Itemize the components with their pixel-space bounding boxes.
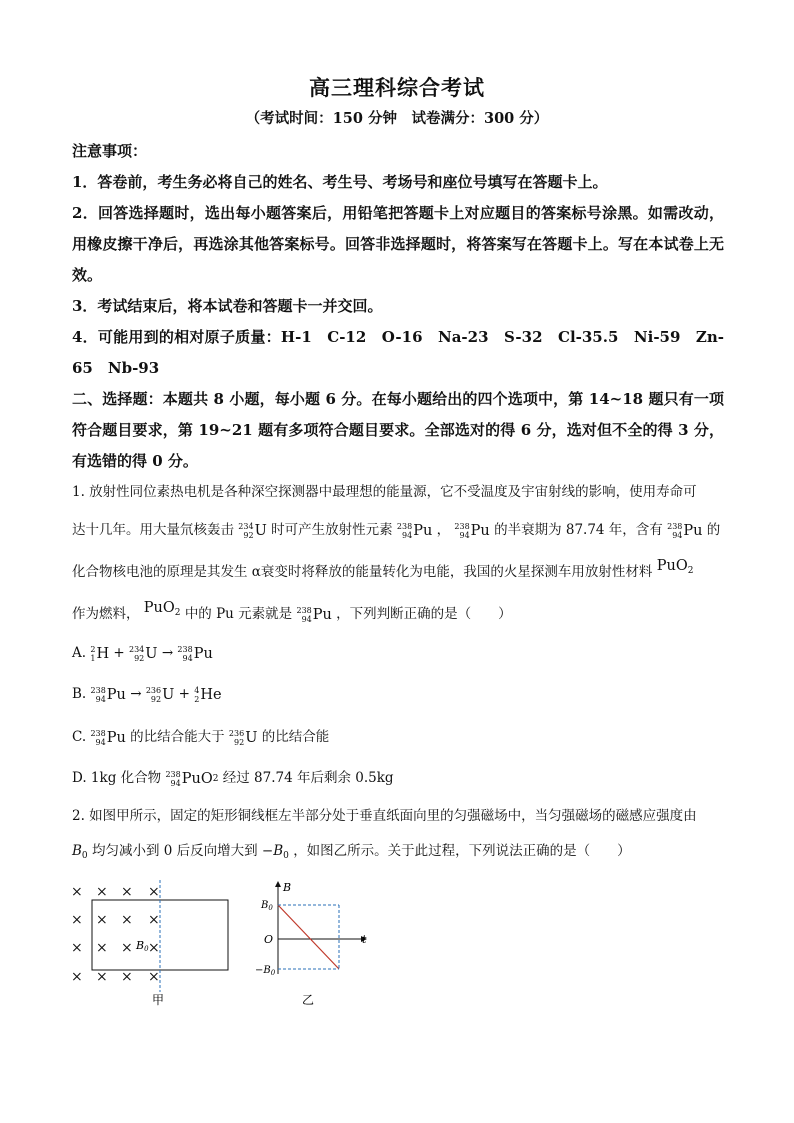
q1-text: 达十几年。用大量氘核轰击	[72, 522, 234, 538]
q1-text: 的半衰期为 87.74 年，含有	[494, 522, 663, 538]
note-item-4: 4．可能用到的相对原子质量：H-1 C-12 O-16 Na-23 S-32 Cl-35.5 Ni-59 Zn-65 Nb-93	[72, 328, 724, 377]
cross-mark: ×	[121, 940, 133, 956]
q1-text: ，下列判断正确的是（ ）	[336, 606, 512, 622]
nuclide-pu238: 238 94 Pu	[396, 521, 433, 540]
nuclide-u236: 236 92 U	[145, 685, 175, 704]
cross-mark: ×	[148, 940, 160, 956]
cross-mark: ×	[121, 969, 133, 985]
q1-text: ，	[436, 522, 451, 538]
cross-mark: ×	[148, 884, 160, 900]
origin-label: O	[264, 933, 274, 946]
nuclide-pu238: 238 94 Pu	[90, 728, 126, 747]
notes-heading: 注意事项：	[72, 142, 148, 160]
nuclide-he4: 4 2 He	[194, 685, 222, 704]
q2-line-2: $B_0$ 均匀减小到 0 后反向增大到 $-B_0$ ，如图乙所示。关于此过程，下列说法正确的是（ ）	[72, 843, 631, 861]
cross-mark: ×	[96, 969, 108, 985]
q1-line-2	[72, 520, 720, 541]
tick-b0: $B_0$	[261, 900, 273, 912]
figure-yi	[250, 878, 380, 1011]
q1-text: 时可产生放射性元素	[271, 522, 393, 538]
cross-mark: ×	[148, 912, 160, 928]
figure-jia	[62, 876, 242, 1011]
nuclide-pu238: 238 94 Pu	[667, 521, 703, 540]
nuclide-u236: 236 92 U	[228, 728, 258, 747]
exam-subtitle: （考试时间：150 分钟 试卷满分：300 分）	[245, 110, 549, 127]
q1-option-c: C. 238 94 Pu 的比结合能大于 236 92 U 的比结合能	[72, 728, 330, 747]
cross-mark: ×	[121, 912, 133, 928]
q1-option-d: D. 1kg 化合物 238 94 PuO 2 经过 87.74 年后剩余 0.5kg	[72, 769, 394, 788]
tick-neg-b0: $-B_0$	[255, 965, 276, 977]
cross-mark: ×	[148, 969, 160, 985]
b-t-line	[278, 905, 339, 969]
formula-puo2: PuO$_2$	[656, 558, 694, 576]
cross-mark: ×	[71, 940, 83, 956]
note-item-1: 1．答卷前，考生务必将自己的姓名、考生号、考场号和座位号填写在答题卡上。	[72, 173, 608, 191]
q2-line-1: 2. 如图甲所示，固定的矩形铜线框左半部分处于垂直纸面向里的匀强磁场中，当匀强磁场的磁感应强度由	[72, 808, 697, 824]
nuclide-u234: 234 92 U	[129, 644, 158, 663]
q1-text: 的	[706, 522, 721, 538]
figure-caption: 甲	[152, 993, 165, 1007]
cross-mark: ×	[71, 969, 83, 985]
section-header: 二、选择题：本题共 8 小题，每小题 6 分。在每小题给出的四个选项中，第 14~18 题只有一项符合题目要求，第 19~21 题有多项符合题目要求。全部选对的得 6 分，选对但不全的得 3 分，有选错的得 0 分。	[72, 390, 724, 470]
cross-mark: ×	[71, 884, 83, 900]
q1-text: 作为燃料，	[72, 606, 140, 622]
cross-mark: ×	[96, 912, 108, 928]
note-item-2: 2．回答选择题时，选出每小题答案后，用铅笔把答题卡上对应题目的答案标号涂黑。如需改动，用橡皮擦干净后，再选涂其他答案标号。回答非选择题时，将答案写在答题卡上。写在本试卷上无效。	[72, 204, 724, 284]
exam-title: 高三理科综合考试	[309, 75, 485, 100]
q1-option-a: A. 2 1 H + 234 92 U → 238 94 Pu	[72, 644, 213, 663]
q1-text: 化合物核电池的原理是其发生 α衰变时将释放的能量转化为电能，我国的火星探测车用放射性材料	[72, 564, 653, 580]
formula-puo2: PuO$_2$	[143, 600, 181, 618]
nuclide-pu238: 238 94 Pu	[177, 644, 213, 663]
nuclide-pu238: 238 94 Pu	[454, 521, 490, 540]
q1-line-4	[72, 600, 512, 629]
cross-mark: ×	[71, 912, 83, 928]
q1-line-3	[72, 558, 694, 587]
q1-text: 中的 Pu 元素就是	[184, 606, 293, 622]
nuclide-pu238: 238 94 Pu	[296, 605, 332, 624]
nuclide-pu238: 238 94 PuO 2	[165, 769, 219, 788]
note-item-3: 3．考试结束后，将本试卷和答题卡一并交回。	[72, 297, 383, 315]
axis-label-b: B	[283, 881, 292, 894]
nuclide-u234: 234 92 U	[238, 521, 267, 540]
q1-option-b: B. 238 94 Pu → 236 92 U + 4 2 He	[72, 685, 222, 704]
figure-caption: 乙	[302, 993, 315, 1007]
q1-line-1: 1. 放射性同位素热电机是各种深空探测器中最理想的能量源，它不受温度及宇宙射线的影响，使用寿命可	[72, 484, 697, 500]
cross-mark: ×	[121, 884, 133, 900]
cross-mark: ×	[96, 884, 108, 900]
cross-mark: ×	[96, 940, 108, 956]
b0-label: B0	[136, 939, 149, 953]
nuclide-h2: 2 1 H	[90, 644, 110, 663]
axis-label-t: t	[362, 933, 367, 946]
nuclide-pu238: 238 94 Pu	[90, 685, 126, 704]
